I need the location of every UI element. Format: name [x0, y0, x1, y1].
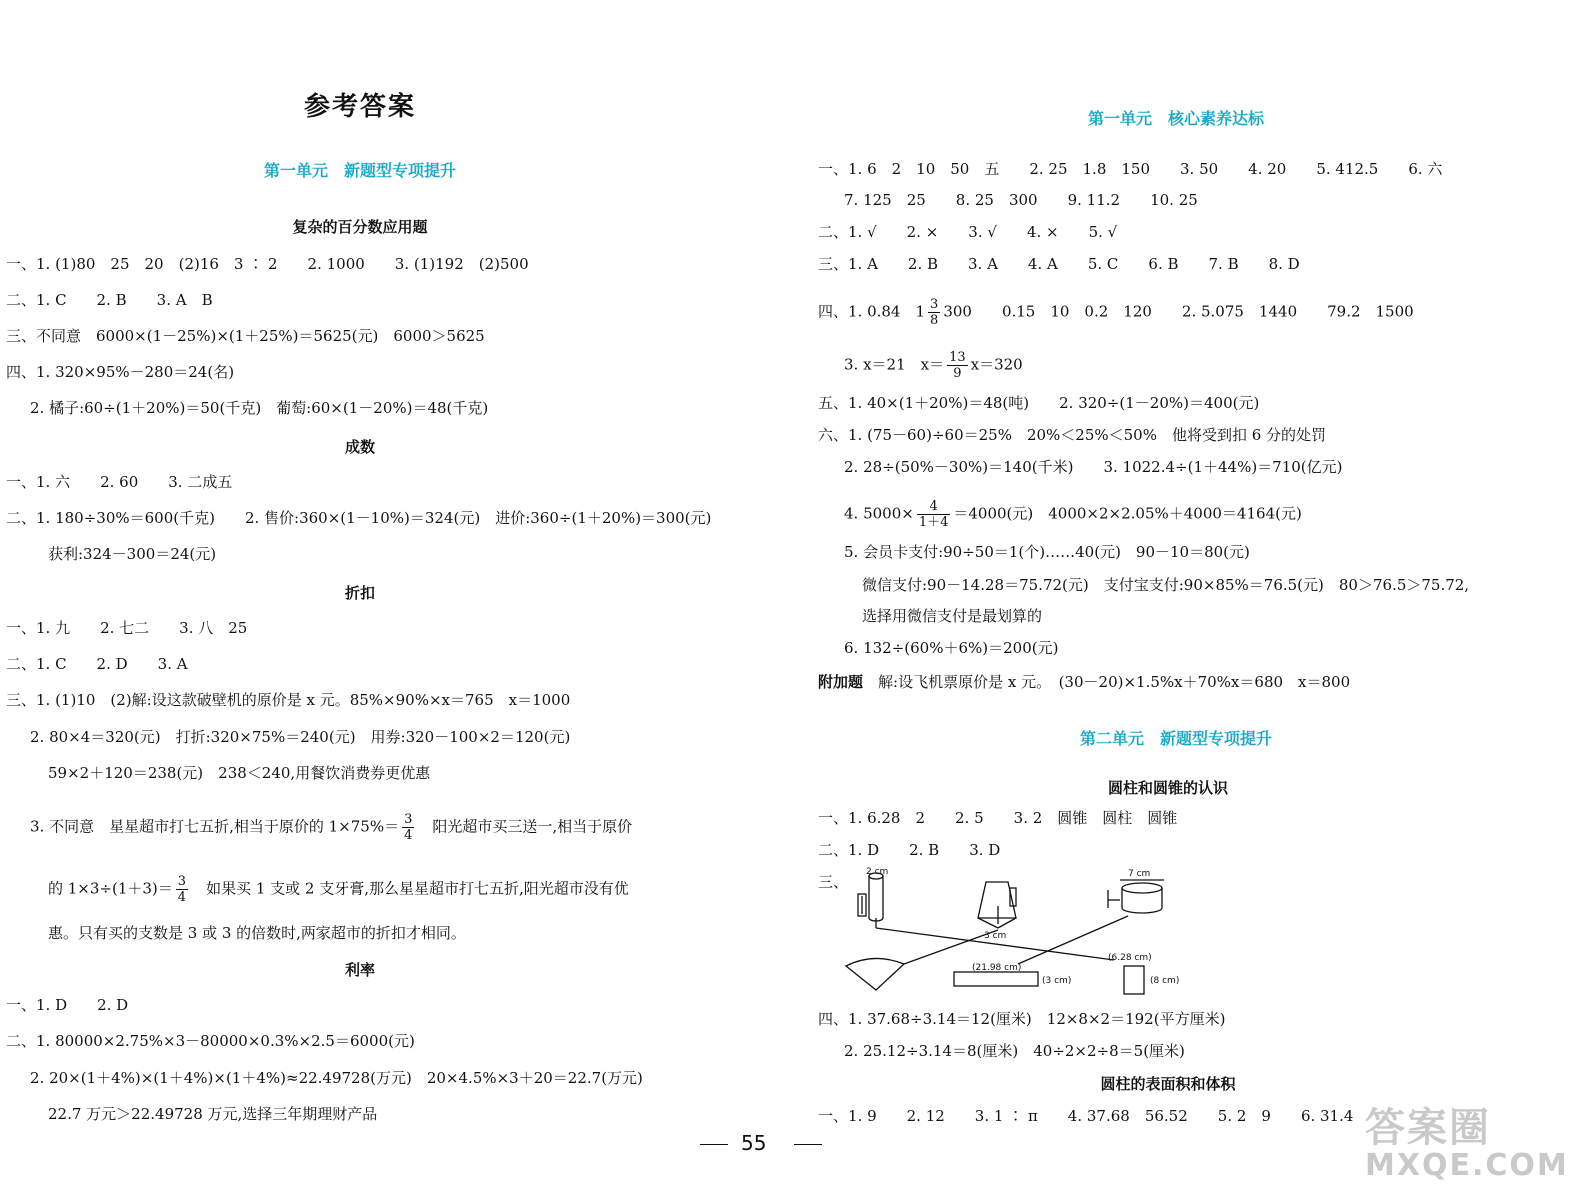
answer-line: 59×2＋120＝238(元) 238＜240,用餐饮消费券更优惠: [48, 764, 431, 782]
answer-line: 三、: [818, 873, 849, 891]
unit-heading: 第二单元 新题型专项提升: [1079, 729, 1273, 748]
answer-line: 四、1. 0.84 1 $\frac{3}{8}$ 300 0.15 10 0.2 120 2. 5.075 1440 79.2 1500: [818, 297, 1414, 328]
page-number-dash: [794, 1144, 822, 1145]
answer-line: 三、1. (1)10 (2)解:设这款破壁机的原价是 x 元。85%×90%×x＝765 x＝1000: [6, 691, 571, 709]
rectangle-shape: [1124, 966, 1144, 994]
answer-line: 二、1. 180÷30%＝600(千克) 2. 售价:360×(1－10%)＝324(元) 进价:360÷(1＋20%)＝300(元): [6, 509, 712, 527]
answer-line: 4. 5000× $\frac{4}{1+4}$ ＝4000(元) 4000×2×2.05%＋4000＝4164(元): [844, 499, 1302, 530]
answer-line: 2. 20×(1＋4%)×(1＋4%)×(1＋4%)≈22.49728(万元) 20×4.5%×3＋20＝22.7(万元): [30, 1069, 643, 1087]
fraction: $\frac{13}{9}$: [949, 350, 966, 381]
section-heading: 利率: [344, 961, 376, 979]
page-number: 55: [741, 1131, 767, 1155]
dim-label: 7 cm: [1128, 869, 1151, 879]
fraction: $\frac{3}{8}$: [930, 297, 939, 328]
answer-line: 一、1. 6 2 10 50 五 2. 25 1.8 150 3. 50 4. 20 5. 412.5 6. 六: [818, 160, 1443, 178]
matching-diagram: [838, 866, 1198, 998]
answer-line: 2. 80×4＝320(元) 打折:320×75%＝240(元) 用券:320－100×2＝120(元): [30, 728, 571, 746]
dim-label: (3 cm): [1042, 976, 1072, 986]
answer-line: 微信支付:90－14.28＝75.72(元) 支付宝支付:90×85%＝76.5(元) 80＞76.5＞75.72,: [862, 576, 1470, 594]
answer-line: 一、1. 九 2. 七二 3. 八 25: [6, 619, 248, 637]
section-heading: 圆柱和圆锥的认识: [1107, 779, 1229, 797]
answer-line: 二、1. C 2. D 3. A: [6, 655, 188, 673]
fraction: $\frac{3}{4}$: [404, 812, 413, 843]
section-heading: 成数: [344, 438, 376, 456]
watermark-url: MXQE.COM: [1365, 1148, 1569, 1183]
answer-line: 二、1. D 2. B 3. D: [818, 841, 1001, 859]
answer-line: 22.7 万元＞22.49728 万元,选择三年期理财产品: [48, 1105, 378, 1123]
answer-line: 2. 28÷(50%－30%)＝140(千米) 3. 1022.4÷(1＋44%)＝710(亿元): [844, 458, 1343, 476]
answer-line: 六、1. (75－60)÷60＝25% 20%＜25%＜50% 他将受到扣 6 分的处罚: [818, 426, 1327, 444]
rectangle-shape: [954, 972, 1038, 986]
page-title: 参考答案: [303, 92, 417, 122]
answer-line: 6. 132÷(60%＋6%)＝200(元): [844, 639, 1059, 657]
answer-line: 2. 25.12÷3.14＝8(厘米) 40÷2×2÷8＝5(厘米): [844, 1042, 1185, 1060]
unit-heading: 第一单元 核心素养达标: [1087, 109, 1265, 128]
answer-line: 三、不同意 6000×(1－25%)×(1＋25%)＝5625(元) 6000＞5625: [6, 327, 485, 345]
answer-line: 一、1. 六 2. 60 3. 二成五: [6, 473, 233, 491]
dim-label: (8 cm): [1150, 976, 1180, 986]
answer-line: 的 1×3÷(1＋3)＝ $\frac{3}{4}$ 如果买 1 支或 2 支牙膏,那么星星超市打七五折,阳光超市没有优: [48, 874, 629, 905]
answer-line: 二、1. 80000×2.75%×3－80000×0.3%×2.5＝6000(元): [6, 1032, 415, 1050]
answer-line: 3. 不同意 星星超市打七五折,相当于原价的 1×75%＝ $\frac{3}{4}$ 阳光超市买三送一,相当于原价: [30, 812, 633, 843]
answer-line: 一、1. (1)80 25 20 (2)16 3 ∶ 2 2. 1000 3. (1)192 (2)500: [6, 255, 529, 273]
page-number-dash: [700, 1144, 728, 1145]
cone-figure: [978, 882, 1016, 928]
section-heading: 复杂的百分数应用题: [292, 218, 428, 236]
sector-shape: [846, 958, 904, 990]
answer-line: 四、1. 320×95%－280＝24(名): [6, 363, 235, 381]
answer-line: 一、1. D 2. D: [6, 996, 129, 1014]
watermark-logo-text: 答案圈: [1365, 1105, 1491, 1151]
answer-line: 五、1. 40×(1＋20%)＝48(吨) 2. 320÷(1－20%)＝400(元): [818, 394, 1260, 412]
fraction: $\frac{3}{4}$: [177, 874, 187, 905]
answer-line: 5. 会员卡支付:90÷50＝1(个)……40(元) 90－10＝80(元): [844, 543, 1250, 561]
watermark: [1365, 1106, 1569, 1182]
answer-line: 选择用微信支付是最划算的: [862, 607, 1043, 625]
section-heading: 圆柱的表面积和体积: [1100, 1075, 1236, 1093]
answer-line: 二、1. √ 2. × 3. √ 4. × 5. √: [818, 223, 1118, 241]
cylinder-figure-2: [1108, 880, 1164, 913]
answer-line: 四、1. 37.68÷3.14＝12(厘米) 12×8×2＝192(平方厘米): [818, 1010, 1226, 1028]
answer-line: 获利:324－300＝24(元): [48, 545, 217, 563]
section-heading: 折扣: [344, 584, 376, 602]
cylinder-figure-1: [858, 873, 883, 928]
answer-line: 一、1. 6.28 2 2. 5 3. 2 圆锥 圆柱 圆锥: [818, 809, 1178, 827]
answer-line: 2. 橘子:60÷(1＋20%)＝50(千克) 葡萄:60×(1－20%)＝48(千克): [30, 399, 489, 417]
answer-line: 惠。只有买的支数是 3 或 3 的倍数时,两家超市的折扣才相同。: [48, 924, 466, 942]
answer-line: 二、1. C 2. B 3. A B: [6, 291, 213, 309]
answer-line: 7. 125 25 8. 25 300 9. 11.2 10. 25: [844, 191, 1198, 209]
answer-line: 3. x＝21 x＝ $\frac{13}{9}$ x＝320: [844, 350, 1023, 381]
dim-label: (21.98 cm): [972, 963, 1022, 973]
dim-label: 2 cm: [866, 867, 889, 877]
unit-heading: 第一单元 新题型专项提升: [263, 161, 457, 180]
answer-line: 一、1. 9 2. 12 3. 1 ∶ π 4. 37.68 56.52 5. 2 9 6. 31.4: [818, 1107, 1354, 1125]
dim-label: 3 cm: [984, 931, 1007, 941]
answer-line: 三、1. A 2. B 3. A 4. A 5. C 6. B 7. B 8. D: [818, 255, 1300, 273]
fraction: $\frac{4}{1+4}$: [918, 499, 949, 530]
dim-label: (6.28 cm): [1108, 953, 1152, 963]
answer-line: 附加题 解:设飞机票原价是 x 元。 (30－20)×1.5%x＋70%x＝680 x＝800: [818, 673, 1351, 691]
